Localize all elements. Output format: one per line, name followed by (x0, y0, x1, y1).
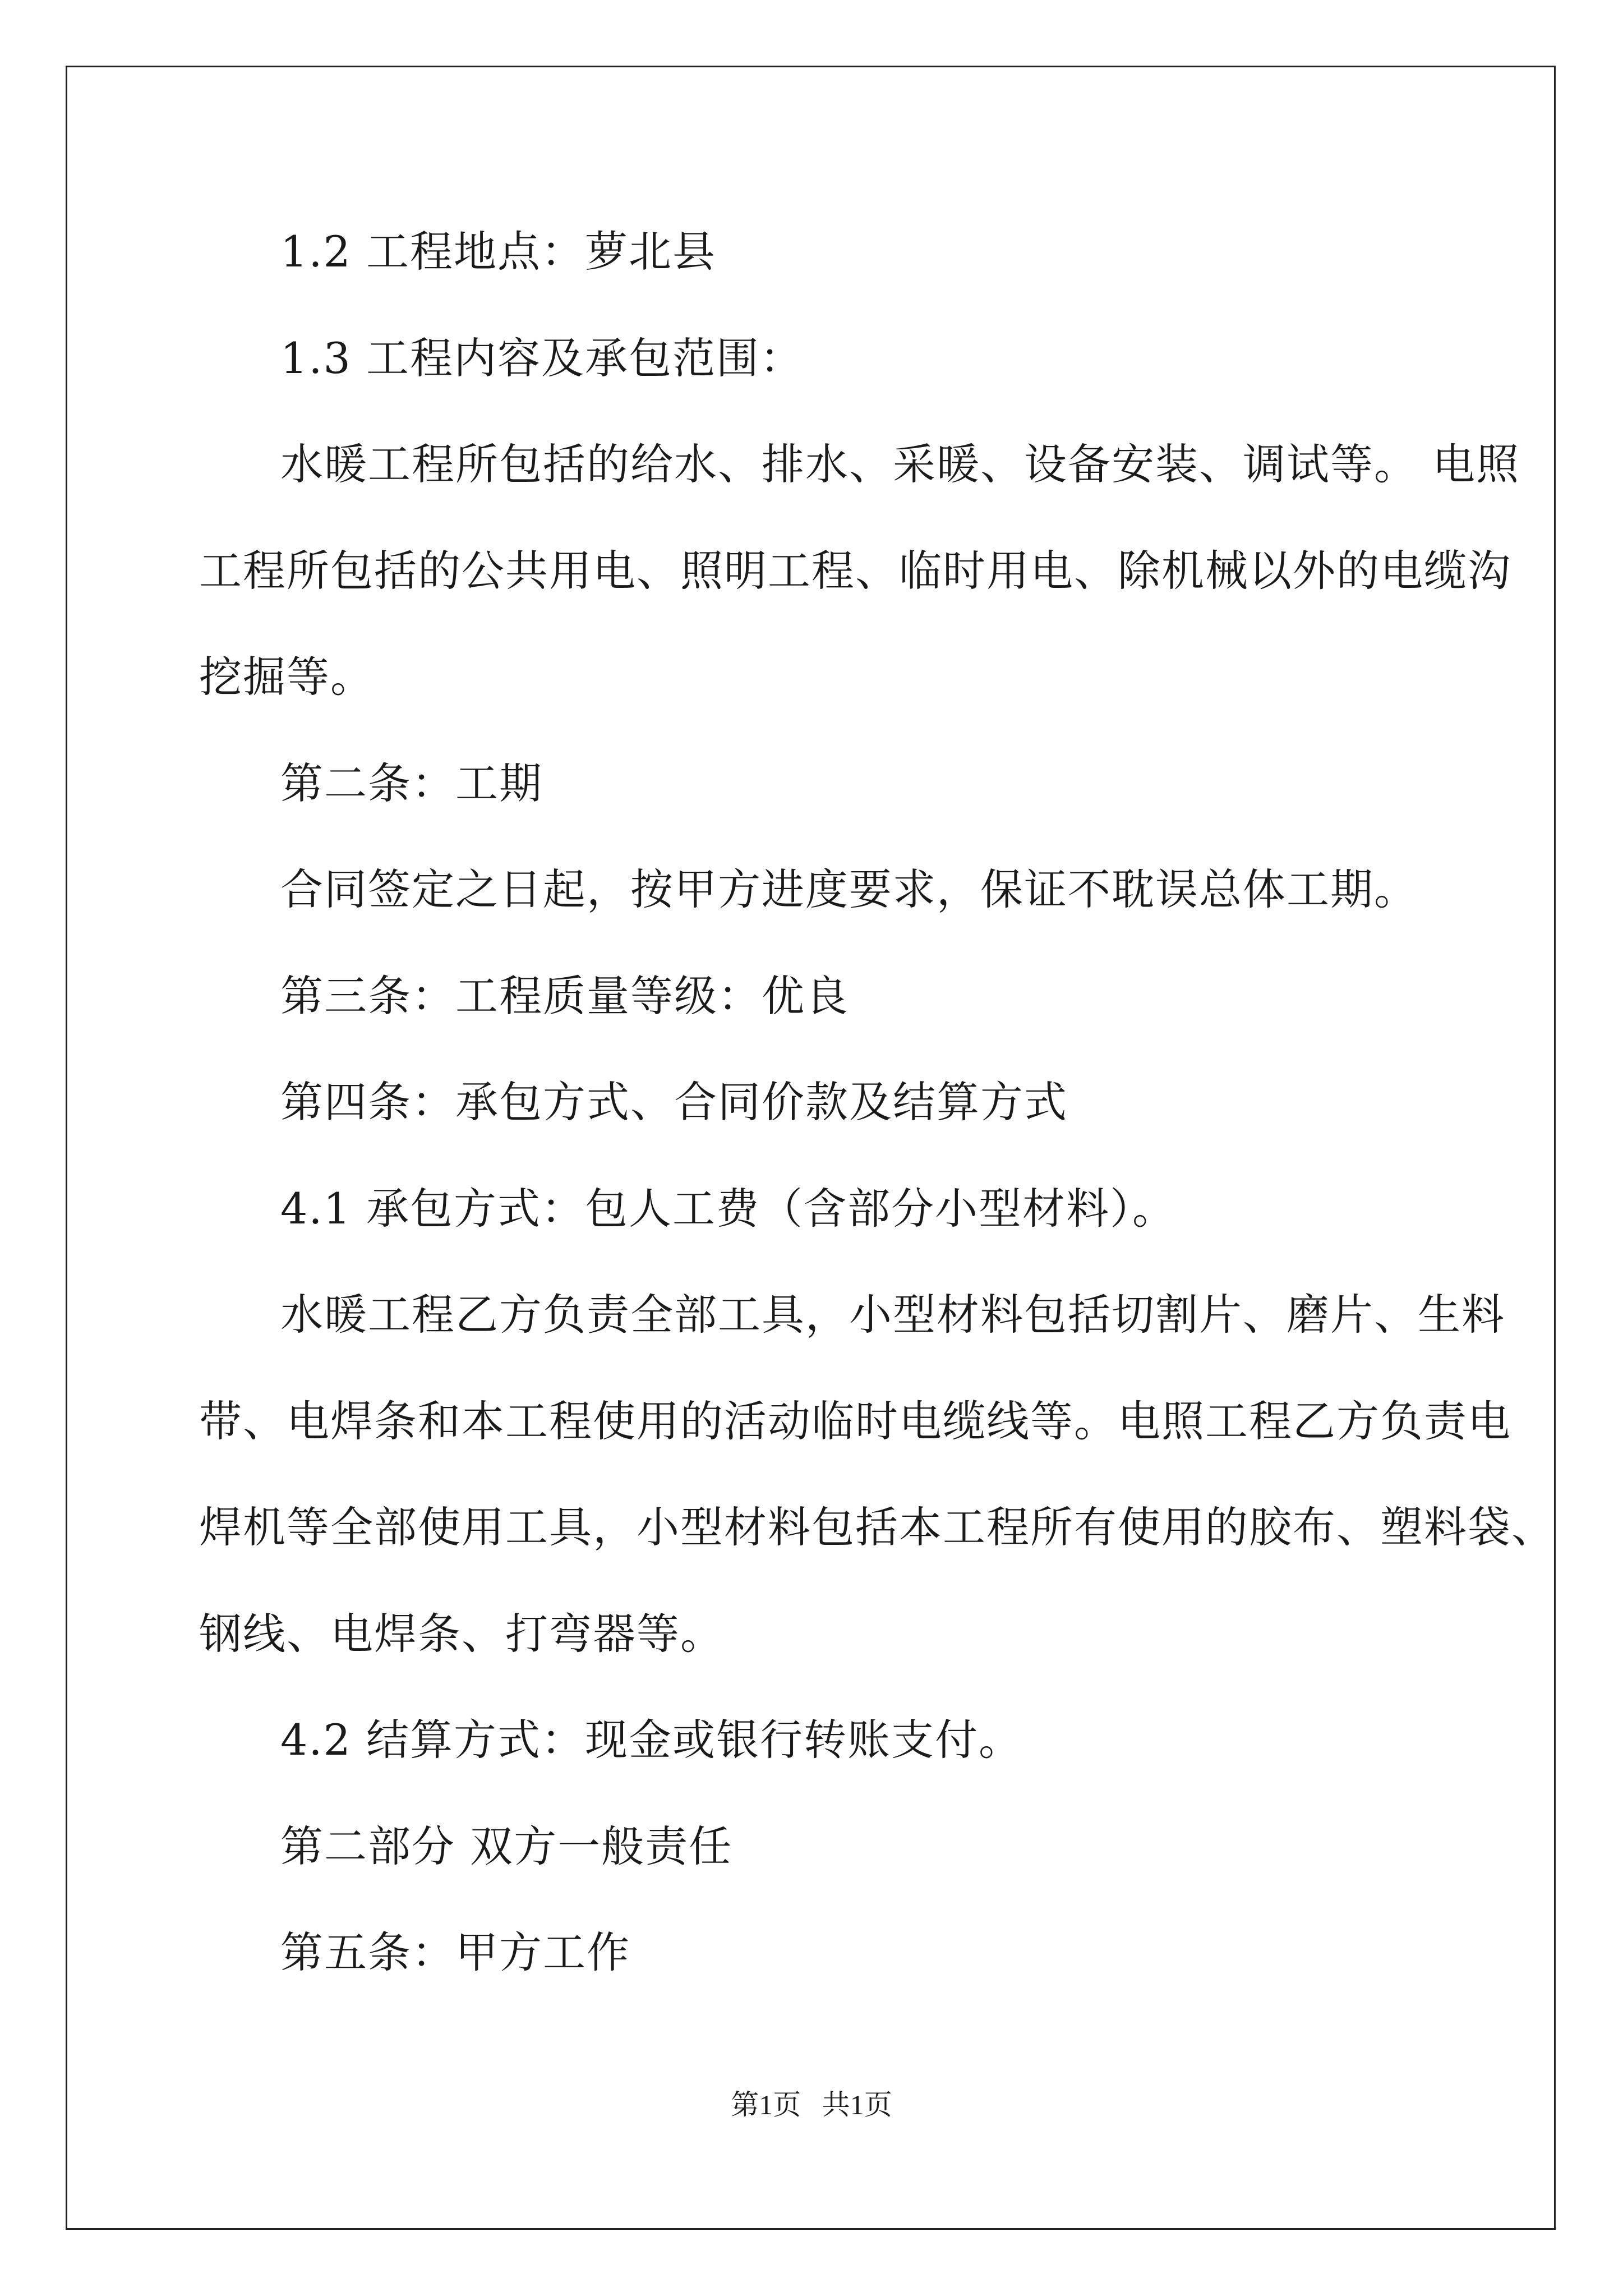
article-5-heading: 第五条：甲方工作 (280, 1927, 630, 1977)
paragraph-line: 挖掘等。 (199, 652, 374, 702)
clause-1-2: 1.2 工程地点：萝北县 (280, 227, 717, 277)
part-2-heading: 第二部分 双方一般责任 (280, 1821, 733, 1871)
clause-1-3: 1.3 工程内容及承包范围： (280, 333, 804, 383)
paragraph-line: 钢线、电焊条、打弯器等。 (199, 1609, 724, 1659)
paragraph-line: 水暖工程所包括的给水、排水、采暖、设备安装、调试等。 电照 (280, 439, 1520, 489)
paragraph-line: 水暖工程乙方负责全部工具，小型材料包括切割片、磨片、生料 (280, 1290, 1505, 1340)
page-footer (0, 2088, 1623, 2122)
article-4-heading: 第四条：承包方式、合同价款及结算方式 (280, 1077, 1068, 1127)
clause-4-1: 4.1 承包方式：包人工费（含部分小型材料）。 (280, 1184, 1177, 1234)
paragraph-line: 带、电焊条和本工程使用的活动临时电缆线等。电照工程乙方负责电 (199, 1396, 1511, 1446)
article-3-heading: 第三条：工程质量等级：优良 (280, 971, 849, 1021)
paragraph-line: 工程所包括的公共用电、照明工程、临时用电、除机械以外的电缆沟 (199, 546, 1511, 596)
page-total: 共1页 (822, 2089, 892, 2120)
article-2-heading: 第二条：工期 (280, 758, 543, 808)
paragraph-line: 焊机等全部使用工具，小型材料包括本工程所有使用的胶布、塑料袋、 (199, 1502, 1555, 1552)
clause-4-2: 4.2 结算方式：现金或银行转账支付。 (280, 1715, 1023, 1765)
page-number: 第1页 (731, 2089, 801, 2120)
paragraph-line: 合同签定之日起，按甲方进度要求，保证不耽误总体工期。 (280, 864, 1418, 914)
